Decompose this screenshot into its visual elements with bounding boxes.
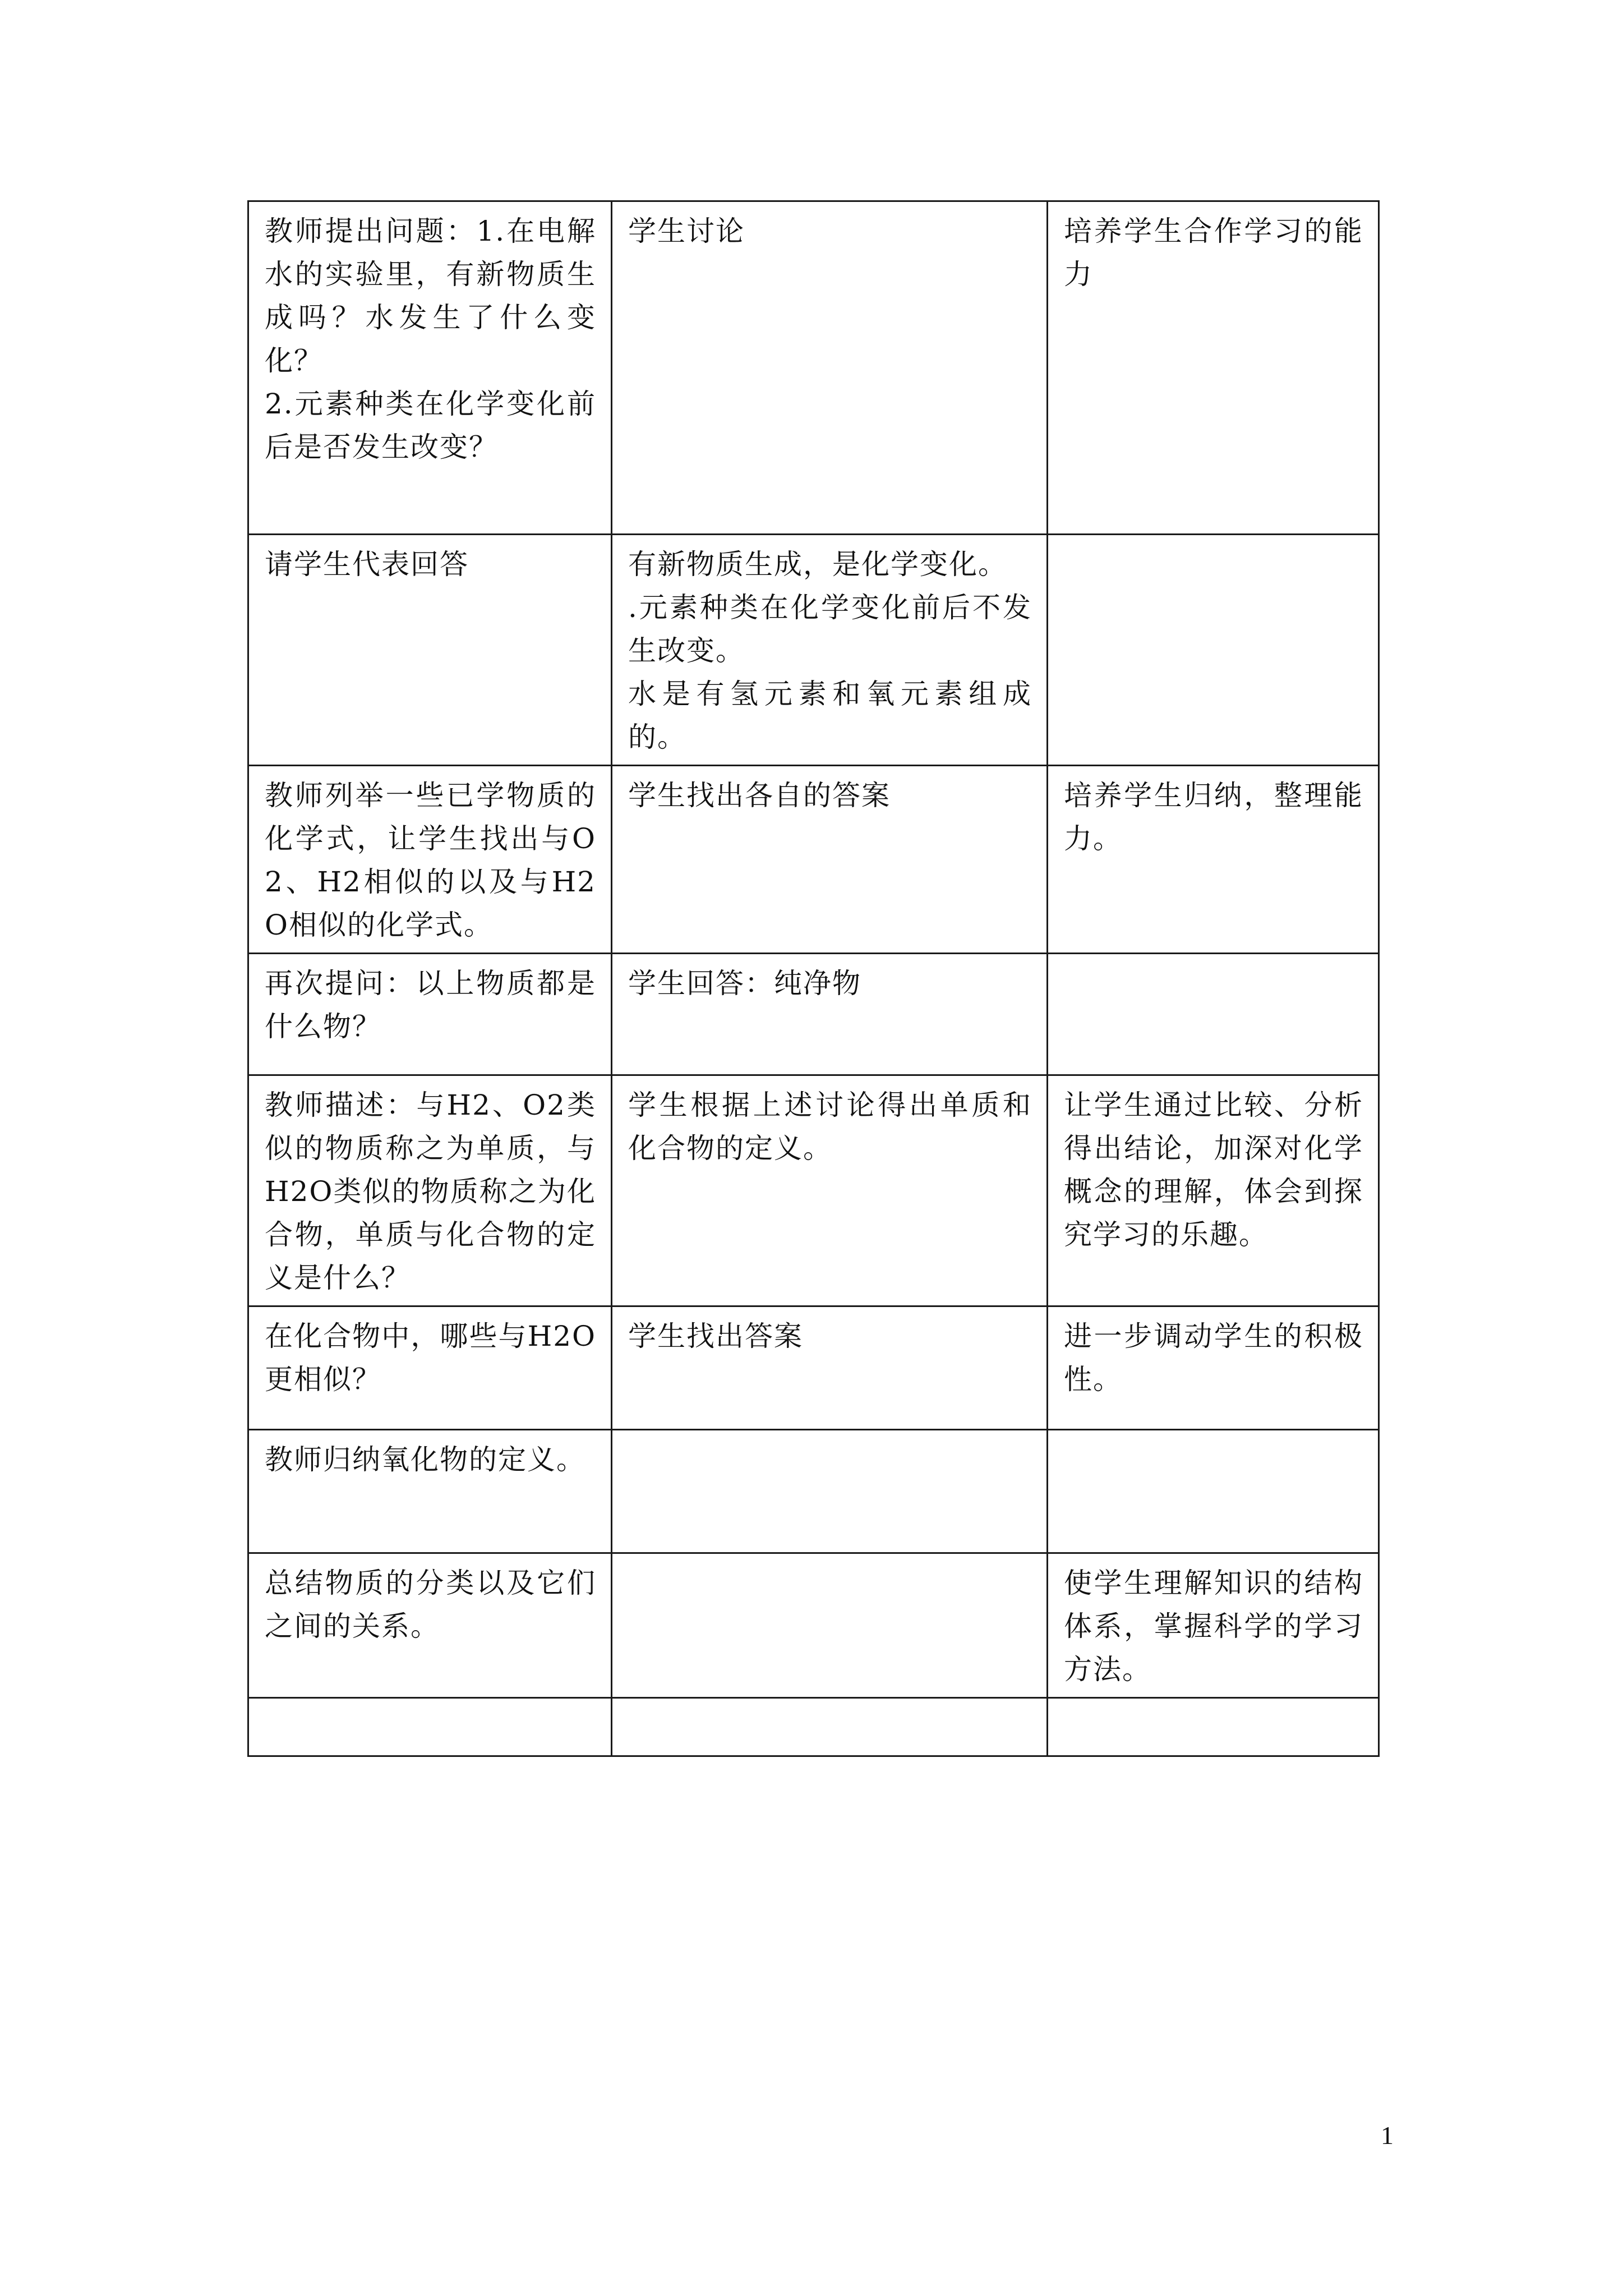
teacher-activity-cell <box>248 766 612 954</box>
table-row <box>248 201 1379 535</box>
teacher-activity-cell <box>248 1075 612 1306</box>
design-purpose-cell <box>1048 1075 1379 1306</box>
cell-text: 请学生代表回答 <box>265 548 469 581</box>
cell-text: 学生找出各自的答案 <box>628 779 891 812</box>
teacher-activity-cell <box>248 201 612 535</box>
design-purpose-cell <box>1048 1698 1379 1756</box>
cell-text: 教师列举一些已学物质的化学式，让学生找出与O2、H2相似的以及与H2O相似的化学式。 <box>265 779 596 941</box>
cell-text: 2.元素种类在化学变化前后是否发生改变？ <box>265 388 596 463</box>
cell-text: 学生找出答案 <box>628 1320 803 1352</box>
cell-text: 总结物质的分类以及它们之间的关系。 <box>265 1567 596 1642</box>
cell-text: 学生根据上述讨论得出单质和化合物的定义。 <box>628 1089 1032 1165</box>
design-purpose-cell <box>1048 766 1379 954</box>
design-purpose-cell <box>1048 1306 1379 1430</box>
table-row <box>248 1430 1379 1553</box>
cell-text: 培养学生归纳，整理能力。 <box>1064 779 1363 855</box>
cell-text: 使学生理解知识的结构体系，掌握科学的学习方法。 <box>1064 1567 1363 1686</box>
table-row <box>248 954 1379 1075</box>
table-row <box>248 535 1379 766</box>
lesson-plan-table <box>247 200 1380 1757</box>
cell-text: 再次提问：以上物质都是什么物？ <box>265 967 596 1043</box>
teacher-activity-cell <box>248 1306 612 1430</box>
student-activity-cell <box>612 1306 1048 1430</box>
student-activity-cell <box>612 1553 1048 1698</box>
cell-text: 教师提出问题：1.在电解水的实验里，有新物质生成吗？水发生了什么变化？ <box>265 215 596 377</box>
cell-text: 教师归纳氧化物的定义。 <box>265 1443 585 1476</box>
design-purpose-cell <box>1048 535 1379 766</box>
cell-text: .元素种类在化学变化前后不发生改变。 <box>628 591 1032 667</box>
teacher-activity-cell <box>248 954 612 1075</box>
design-purpose-cell <box>1048 1430 1379 1553</box>
table-row <box>248 766 1379 954</box>
table-row <box>248 1306 1379 1430</box>
design-purpose-cell <box>1048 954 1379 1075</box>
table-row <box>248 1553 1379 1698</box>
cell-text: 水是有氢元素和氧元素组成的。 <box>628 678 1032 753</box>
table-row <box>248 1075 1379 1306</box>
student-activity-cell <box>612 1075 1048 1306</box>
table-row <box>248 1698 1379 1756</box>
cell-text: 有新物质生成，是化学变化。 <box>628 548 1007 581</box>
student-activity-cell <box>612 535 1048 766</box>
teacher-activity-cell <box>248 1553 612 1698</box>
cell-text: 在化合物中，哪些与H2O更相似？ <box>265 1320 596 1396</box>
cell-text: 培养学生合作学习的能力 <box>1064 215 1363 291</box>
student-activity-cell <box>612 954 1048 1075</box>
design-purpose-cell <box>1048 1553 1379 1698</box>
teacher-activity-cell <box>248 1430 612 1553</box>
cell-text: 教师描述：与H2、O2类似的物质称之为单质，与H2O类似的物质称之为化合物，单质与化合物的定义是什么？ <box>265 1089 596 1294</box>
student-activity-cell <box>612 1698 1048 1756</box>
cell-text: 学生讨论 <box>628 215 745 247</box>
teacher-activity-cell <box>248 1698 612 1756</box>
page-number: 1 <box>1381 2121 1394 2150</box>
student-activity-cell <box>612 201 1048 535</box>
cell-text: 进一步调动学生的积极性。 <box>1064 1320 1363 1396</box>
cell-text: 让学生通过比较、分析得出结论，加深对化学概念的理解，体会到探究学习的乐趣。 <box>1064 1089 1363 1251</box>
teacher-activity-cell <box>248 535 612 766</box>
cell-text: 学生回答：纯净物 <box>628 967 861 1000</box>
student-activity-cell <box>612 766 1048 954</box>
design-purpose-cell <box>1048 201 1379 535</box>
student-activity-cell <box>612 1430 1048 1553</box>
